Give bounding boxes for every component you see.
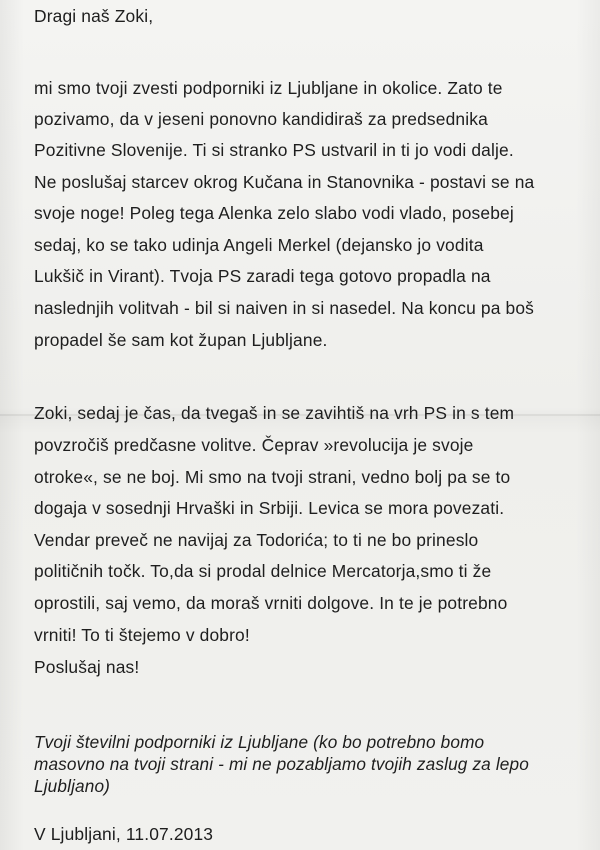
paragraph2-line: političnih točk. To,da si prodal delnice Mercatorja,smo ti že	[34, 561, 492, 581]
paragraph2-line: vrniti! To ti štejemo v dobro!	[34, 625, 250, 645]
paragraph2-line: Zoki, sedaj je čas, da tvegaš in se zavihtiš na vrh PS in s tem	[34, 403, 515, 423]
paragraph2-line: povzročiš predčasne volitve. Čeprav »revolucija je svoje	[34, 435, 474, 455]
paragraph2-line: otroke«, se ne boj. Mi smo na tvoji strani, vedno bolj pa se to	[34, 467, 511, 487]
signature-line: Tvoji številni podporniki iz Ljubljane (ko bo potrebno bomo	[34, 732, 485, 752]
paragraph1-line: Lukšič in Virant). Tvoja PS zaradi tega gotovo propadla na	[34, 266, 491, 286]
paragraph1-line: pozivamo, da v jeseni ponovno kandidiraš za predsednika	[34, 109, 488, 129]
signature-line: Ljubljano)	[34, 776, 111, 796]
signature-line: masovno na tvoji strani - mi ne pozabljamo tvojih zaslug za lepo	[34, 754, 529, 774]
paragraph1-line: sedaj, ko se tako udinja Angeli Merkel (dejansko jo vodita	[34, 235, 484, 255]
paragraph2-line: Vendar preveč ne navijaj za Todorića; to ti ne bo prineslo	[34, 530, 479, 550]
paragraph1-line: naslednjih volitvah - bil si naiven in si nasedel. Na koncu pa boš	[34, 298, 535, 318]
paragraph1-line: propadel še sam kot župan Ljubljane.	[34, 330, 328, 350]
paragraph1-line: mi smo tvoji zvesti podporniki iz Ljubljane in okolice. Zato te	[34, 78, 503, 98]
paragraph2-line: oprostili, saj vemo, da moraš vrniti dolgove. In te je potrebno	[34, 593, 508, 613]
paragraph1-line: Ne poslušaj starcev okrog Kučana in Stanovnika - postavi se na	[34, 172, 535, 192]
paragraph1-line: svoje noge! Poleg tega Alenka zelo slabo vodi vlado, posebej	[34, 203, 514, 223]
date-line: V Ljubljani, 11.07.2013	[34, 824, 214, 844]
paragraph2-line: dogaja v sosednji Hrvaški in Srbiji. Levica se mora povezati.	[34, 498, 505, 518]
paragraph1-line: Pozitivne Slovenije. Ti si stranko PS ustvaril in ti jo vodi dalje.	[34, 140, 514, 160]
greeting: Dragi naš Zoki,	[34, 6, 154, 26]
paragraph2-line: Poslušaj nas!	[34, 657, 140, 677]
